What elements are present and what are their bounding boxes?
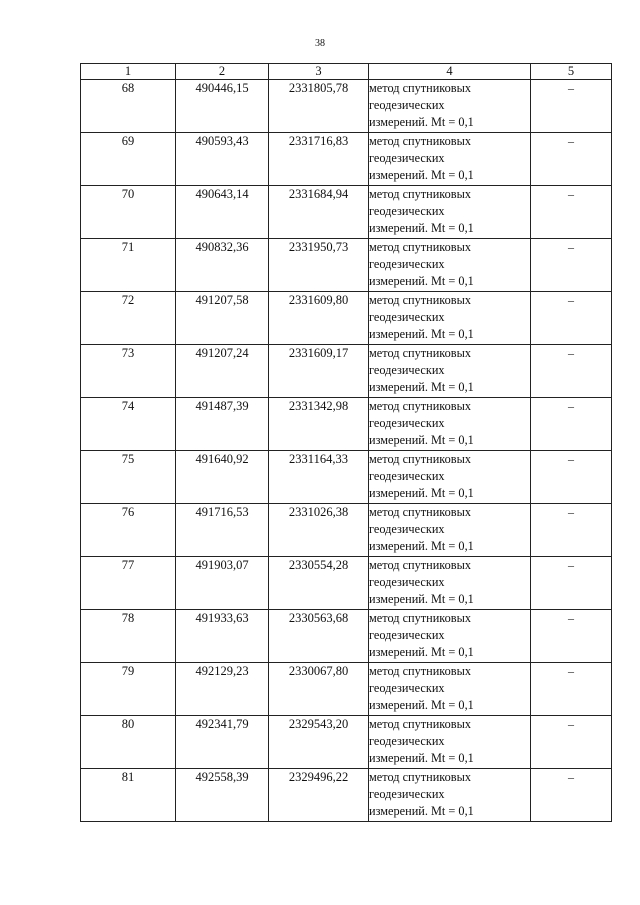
column-header-1: 1 <box>81 64 176 80</box>
note-cell: – <box>531 133 612 186</box>
table-row <box>81 663 612 716</box>
y-coordinate-cell: 2331716,83 <box>269 133 369 186</box>
y-coordinate-cell: 2330067,80 <box>269 663 369 716</box>
point-number-cell: 69 <box>81 133 176 186</box>
point-number-cell: 73 <box>81 345 176 398</box>
table-row <box>81 716 612 769</box>
method-cell: метод спутниковых геодезических измерений. Mt = 0,1 <box>369 80 531 133</box>
table-row <box>81 451 612 504</box>
x-coordinate-cell: 491640,92 <box>176 451 269 504</box>
column-header-4: 4 <box>369 64 531 80</box>
method-cell: метод спутниковых геодезических измерений. Mt = 0,1 <box>369 504 531 557</box>
note-cell: – <box>531 557 612 610</box>
x-coordinate-cell: 492558,39 <box>176 769 269 822</box>
method-cell: метод спутниковых геодезических измерений. Mt = 0,1 <box>369 451 531 504</box>
method-cell: метод спутниковых геодезических измерений. Mt = 0,1 <box>369 610 531 663</box>
x-coordinate-cell: 492129,23 <box>176 663 269 716</box>
note-cell: – <box>531 186 612 239</box>
coordinates-table <box>80 63 612 822</box>
point-number-cell: 71 <box>81 239 176 292</box>
x-coordinate-cell: 491207,58 <box>176 292 269 345</box>
note-cell: – <box>531 769 612 822</box>
point-number-cell: 72 <box>81 292 176 345</box>
point-number-cell: 76 <box>81 504 176 557</box>
note-cell: – <box>531 292 612 345</box>
table-row <box>81 557 612 610</box>
y-coordinate-cell: 2331805,78 <box>269 80 369 133</box>
point-number-cell: 68 <box>81 80 176 133</box>
y-coordinate-cell: 2330563,68 <box>269 610 369 663</box>
y-coordinate-cell: 2331342,98 <box>269 398 369 451</box>
x-coordinate-cell: 491487,39 <box>176 398 269 451</box>
method-cell: метод спутниковых геодезических измерений. Mt = 0,1 <box>369 345 531 398</box>
point-number-cell: 79 <box>81 663 176 716</box>
method-cell: метод спутниковых геодезических измерений. Mt = 0,1 <box>369 663 531 716</box>
note-cell: – <box>531 239 612 292</box>
table-row <box>81 292 612 345</box>
column-header-3: 3 <box>269 64 369 80</box>
point-number-cell: 80 <box>81 716 176 769</box>
column-header-2: 2 <box>176 64 269 80</box>
table-row <box>81 398 612 451</box>
x-coordinate-cell: 492341,79 <box>176 716 269 769</box>
point-number-cell: 77 <box>81 557 176 610</box>
point-number-cell: 74 <box>81 398 176 451</box>
method-cell: метод спутниковых геодезических измерений. Mt = 0,1 <box>369 716 531 769</box>
y-coordinate-cell: 2331164,33 <box>269 451 369 504</box>
note-cell: – <box>531 504 612 557</box>
method-cell: метод спутниковых геодезических измерений. Mt = 0,1 <box>369 133 531 186</box>
table-row <box>81 769 612 822</box>
table-row <box>81 133 612 186</box>
note-cell: – <box>531 345 612 398</box>
note-cell: – <box>531 80 612 133</box>
table-row <box>81 239 612 292</box>
table-row <box>81 80 612 133</box>
x-coordinate-cell: 490643,14 <box>176 186 269 239</box>
note-cell: – <box>531 610 612 663</box>
table-row <box>81 186 612 239</box>
method-cell: метод спутниковых геодезических измерений. Mt = 0,1 <box>369 186 531 239</box>
table-row <box>81 345 612 398</box>
y-coordinate-cell: 2331609,17 <box>269 345 369 398</box>
y-coordinate-cell: 2331950,73 <box>269 239 369 292</box>
note-cell: – <box>531 716 612 769</box>
table-row <box>81 504 612 557</box>
x-coordinate-cell: 491903,07 <box>176 557 269 610</box>
header-row <box>81 64 612 80</box>
x-coordinate-cell: 491933,63 <box>176 610 269 663</box>
point-number-cell: 70 <box>81 186 176 239</box>
table-row <box>81 610 612 663</box>
method-cell: метод спутниковых геодезических измерений. Mt = 0,1 <box>369 557 531 610</box>
table-header <box>81 64 612 80</box>
y-coordinate-cell: 2329496,22 <box>269 769 369 822</box>
method-cell: метод спутниковых геодезических измерений. Mt = 0,1 <box>369 239 531 292</box>
y-coordinate-cell: 2330554,28 <box>269 557 369 610</box>
y-coordinate-cell: 2331684,94 <box>269 186 369 239</box>
point-number-cell: 78 <box>81 610 176 663</box>
point-number-cell: 81 <box>81 769 176 822</box>
table-body <box>81 80 612 822</box>
x-coordinate-cell: 490832,36 <box>176 239 269 292</box>
y-coordinate-cell: 2331609,80 <box>269 292 369 345</box>
x-coordinate-cell: 490593,43 <box>176 133 269 186</box>
x-coordinate-cell: 491716,53 <box>176 504 269 557</box>
note-cell: – <box>531 663 612 716</box>
method-cell: метод спутниковых геодезических измерений. Mt = 0,1 <box>369 769 531 822</box>
method-cell: метод спутниковых геодезических измерений. Mt = 0,1 <box>369 398 531 451</box>
page-number: 38 <box>315 38 325 49</box>
y-coordinate-cell: 2329543,20 <box>269 716 369 769</box>
point-number-cell: 75 <box>81 451 176 504</box>
column-header-5: 5 <box>531 64 612 80</box>
y-coordinate-cell: 2331026,38 <box>269 504 369 557</box>
x-coordinate-cell: 491207,24 <box>176 345 269 398</box>
note-cell: – <box>531 451 612 504</box>
method-cell: метод спутниковых геодезических измерений. Mt = 0,1 <box>369 292 531 345</box>
x-coordinate-cell: 490446,15 <box>176 80 269 133</box>
note-cell: – <box>531 398 612 451</box>
